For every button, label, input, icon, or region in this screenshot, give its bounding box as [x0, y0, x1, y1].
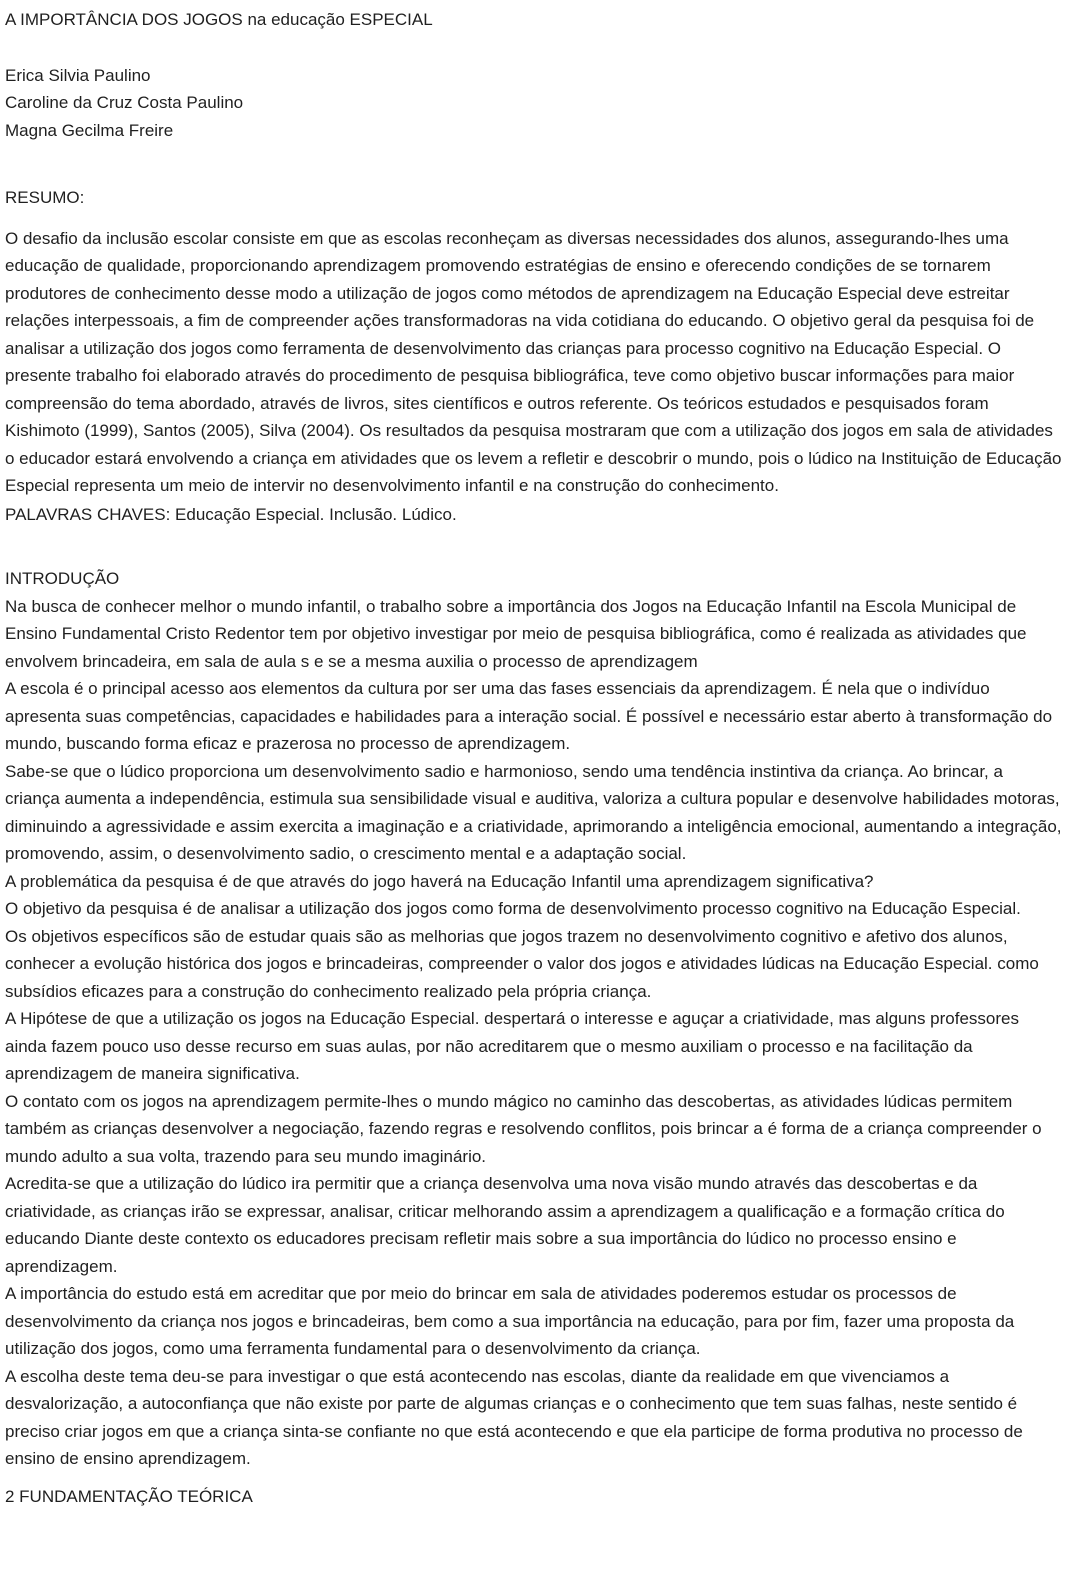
- intro-paragraph: Na busca de conhecer melhor o mundo infantil, o trabalho sobre a importância dos Jogos na Educação Infantil na Escola Municipal de Ensino Fundamental Cristo Redentor tem por objetivo investigar por meio de pesquisa bibliográfica, como é realizada as atividades que envolvem brincadeira, em sala de aula s e se a mesma auxilia o processo de aprendizagem: [5, 596, 1027, 671]
- resumo-text: O desafio da inclusão escolar consiste em que as escolas reconheçam as diversas necessidades dos alunos, assegurando-lhes uma educação de qualidade, proporcionando aprendizagem promovendo estratégias de ensino e oferecendo condições de se tornarem produtores de conhecimento desse modo a utilização de jogos como métodos de aprendizagem na Educação Especial deve estreitar relações interpessoais, a fim de compreender ações transformadoras na vida cotidiana do educando. O objetivo geral da pesquisa foi de analisar a utilização dos jogos como ferramenta de desenvolvimento das crianças para processo cognitivo na Educação Especial. O presente trabalho foi elaborado através do procedimento de pesquisa bibliográfica, teve como objetivo buscar informações para maior compreensão do tema abordado, através de livros, sites científicos e outros referente. Os teóricos estudados e pesquisados foram Kishimoto (1999), Santos (2005), Silva (2004). Os resultados da pesquisa mostraram que com a utilização dos jogos em sala de atividades o educador estará envolvendo a criança em atividades que os levem a refletir e descobrir o mundo, pois o lúdico na Instituição de Educação Especial representa um meio de intervir no desenvolvimento infantil e na construção do conhecimento.: [5, 228, 1062, 495]
- section2-heading: 2 FUNDAMENTAÇÃO TEÓRICA: [5, 1486, 253, 1506]
- resumo-heading: RESUMO:: [5, 188, 85, 207]
- introducao-heading: INTRODUÇÃO: [5, 569, 120, 588]
- authors-block: [5, 62, 1062, 145]
- author-line: Caroline da Cruz Costa Paulino: [5, 93, 244, 112]
- author-line: Magna Gecilma Freire: [5, 120, 174, 140]
- keywords-line: PALAVRAS CHAVES: Educação Especial. Inclusão. Lúdico.: [5, 504, 457, 524]
- intro-paragraph: A problemática da pesquisa é de que através do jogo haverá na Educação Infantil uma aprendizagem significativa?: [5, 871, 874, 891]
- intro-paragraph: O contato com os jogos na aprendizagem permite-lhes o mundo mágico no caminho das descobertas, as atividades lúdicas permitem também as crianças desenvolver a negociação, fazendo regras e resolvendo conflitos, pois brincar a é forma de a criança compreender o mundo adulto a sua volta, trazendo para seu mundo imaginário.: [5, 1091, 1042, 1166]
- intro-paragraph: A escolha deste tema deu-se para investigar o que está acontecendo nas escolas, diante da realidade em que vivenciamos a desvalorização, a autoconfiança que não existe por parte de algumas crianças e o conhecimento que tem suas falhas, neste sentido é preciso criar jogos em que a criança sinta-se confiante no que está acontecendo e que ela participe de forma produtiva no processo de ensino de ensino aprendizagem.: [5, 1366, 1023, 1468]
- intro-paragraph: A importância do estudo está em acreditar que por meio do brincar em sala de atividades poderemos estudar os processos de desenvolvimento da criança nos jogos e brincadeiras, bem como a sua importância na educação, para por fim, fazer uma proposta da utilização dos jogos, como uma ferramenta fundamental para o desenvolvimento da criança.: [5, 1284, 1015, 1358]
- intro-paragraph: A escola é o principal acesso aos elementos da cultura por ser uma das fases essenciais da aprendizagem. É nela que o indivíduo apresenta suas competências, capacidades e habilidades para a interação social. É possível e necessário estar aberto à transformação do mundo, buscando forma eficaz e prazerosa no processo de aprendizagem.: [5, 679, 1053, 753]
- intro-paragraph: Os objetivos específicos são de estudar quais são as melhorias que jogos trazem no desenvolvimento cognitivo e afetivo dos alunos, conhecer a evolução histórica dos jogos e brincadeiras, compreender o valor dos jogos e atividades lúdicas na Educação Especial. como subsídios eficazes para a construção do conhecimento realizado pela própria criança.: [5, 926, 1039, 1001]
- intro-paragraph: Acredita-se que a utilização do lúdico ira permitir que a criança desenvolva uma nova visão mundo através das descobertas e da criatividade, as crianças irão se expressar, analisar, criticar melhorando assim a aprendizagem a qualificação e a formação crítica do educando Diante deste contexto os educadores precisam refletir mais sobre a sua importância do lúdico no processo ensino e aprendizagem.: [5, 1174, 1005, 1276]
- document-title: A IMPORTÂNCIA DOS JOGOS na educação ESPECIAL: [5, 10, 433, 29]
- document-page: [5, 6, 1062, 1510]
- intro-paragraph: A Hipótese de que a utilização os jogos na Educação Especial. despertará o interesse e aguçar a criatividade, mas alguns professores ainda fazem pouco uso desse recurso em suas aulas, por não acreditarem que o mesmo auxiliam o processo e na facilitação da aprendizagem de maneira significativa.: [5, 1009, 1019, 1083]
- introducao-body: [5, 593, 1062, 1473]
- intro-paragraph: O objetivo da pesquisa é de analisar a utilização dos jogos como forma de desenvolvimento processo cognitivo na Educação Especial.: [5, 899, 1021, 918]
- author-line: Erica Silvia Paulino: [5, 65, 151, 85]
- intro-paragraph: Sabe-se que o lúdico proporciona um desenvolvimento sadio e harmonioso, sendo uma tendência instintiva da criança. Ao brincar, a criança aumenta a independência, estimula sua sensibilidade visual e auditiva, valoriza a cultura popular e desenvolve habilidades motoras, diminuindo a agressividade e assim exercita a imaginação e a criatividade, aprimorando a inteligência emocional, aumentando a integração, promovendo, assim, o desenvolvimento sadio, o crescimento mental e a adaptação social.: [5, 761, 1062, 863]
